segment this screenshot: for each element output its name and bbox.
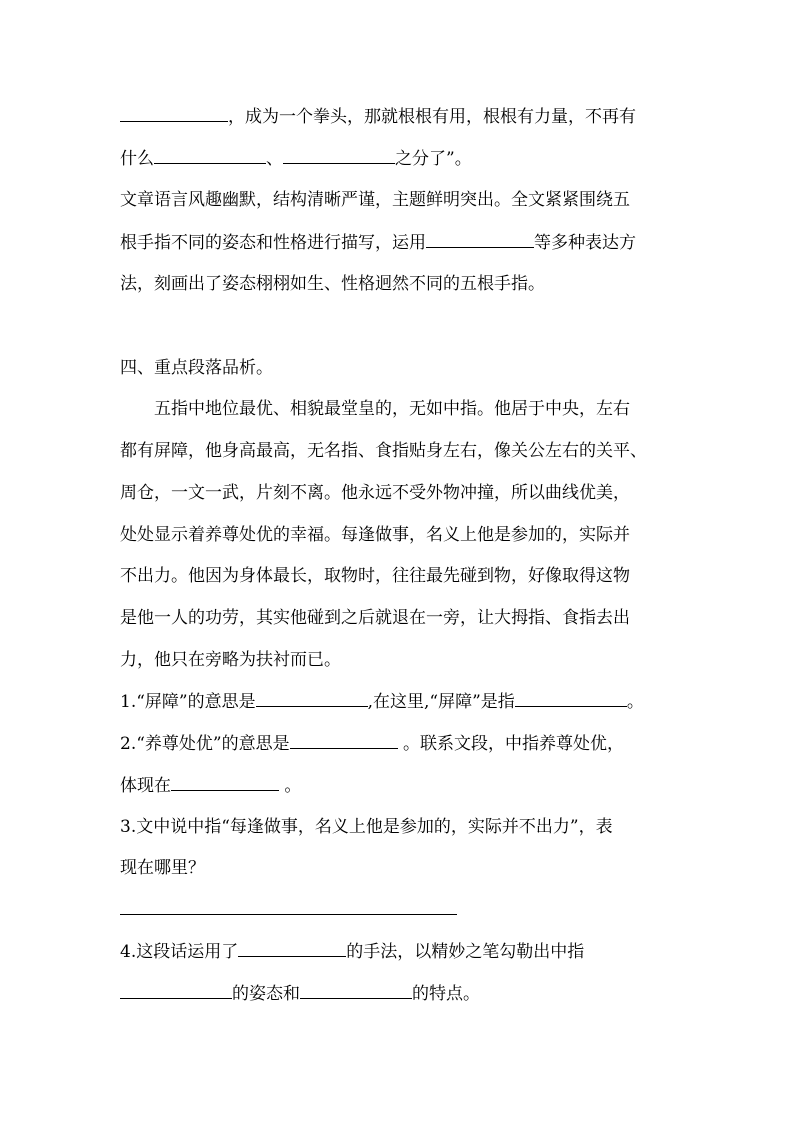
- answer-blank[interactable]: [300, 981, 412, 999]
- question-text: 。: [626, 692, 644, 712]
- passage-line: 五指中地位最优、相貌最堂皇的，无如中指。他居于中央，左右: [154, 399, 630, 419]
- intro-text: 根手指不同的姿态和性格进行描写，运用: [120, 233, 426, 253]
- passage-line: 力，他只在旁略为扶衬而已。: [120, 650, 341, 670]
- intro-text: 、: [266, 149, 283, 169]
- question-4: [120, 939, 584, 964]
- question-4-line-2: [120, 981, 480, 1006]
- intro-text: 等多种表达方: [534, 233, 636, 253]
- answer-blank[interactable]: [290, 731, 398, 749]
- intro-line-2: [120, 146, 472, 171]
- answer-blank[interactable]: [171, 773, 279, 791]
- answer-blank[interactable]: [154, 146, 266, 164]
- answer-blank[interactable]: [238, 939, 346, 957]
- question-text: 体现在: [120, 776, 171, 796]
- answer-blank[interactable]: [256, 689, 368, 707]
- answer-blank[interactable]: [120, 104, 228, 122]
- answer-line[interactable]: [120, 914, 457, 915]
- answer-blank[interactable]: [515, 689, 627, 707]
- passage-line: 周仓，一文一武，片刻不离。他永远不受外物冲撞，所以曲线优美，: [120, 483, 630, 503]
- question-text: 的手法，以精妙之笔勾勒出中指: [346, 942, 585, 962]
- intro-text: 什么: [120, 149, 154, 169]
- passage-line: 是他一人的功劳，其实他碰到之后就退在一旁，让大拇指、食指去出: [120, 608, 630, 628]
- intro-text: 文章语言风趣幽默，结构清晰严谨，主题鲜明突出。全文紧紧围绕五: [120, 190, 630, 210]
- answer-blank[interactable]: [426, 230, 534, 248]
- passage-line: 处处显示着养尊处优的幸福。每逢做事，名义上他是参加的，实际并: [120, 525, 630, 545]
- answer-blank[interactable]: [283, 146, 395, 164]
- question-3-line-2: 现在哪里？: [120, 858, 205, 878]
- intro-text: 之分了”。: [395, 149, 472, 169]
- answer-blank[interactable]: [120, 981, 232, 999]
- passage-line: 都有屏障，他身高最高，无名指、食指贴身左右，像关公左右的关平、: [120, 441, 647, 461]
- question-1: [120, 689, 644, 714]
- question-text: 。联系文段，中指养尊处优，: [403, 734, 625, 754]
- question-text: 的特点。: [412, 984, 480, 1004]
- question-text: ,在这里,“屏障”是指: [367, 692, 515, 712]
- question-text: 1.“屏障”的意思是: [120, 692, 256, 712]
- question-text: 2.“养尊处优”的意思是: [120, 734, 290, 754]
- intro-line-3: [120, 188, 630, 212]
- question-text: 的姿态和: [232, 984, 300, 1004]
- intro-text: ，成为一个拳头，那就根根有用，根根有力量，不再有: [228, 107, 636, 127]
- intro-line-1: [120, 104, 636, 129]
- question-3: 3.文中说中指“每逢做事，名义上他是参加的，实际并不出力”，表: [120, 817, 613, 837]
- passage-line: 不出力。他因为身体最长，取物时，往往最先碰到物，好像取得这物: [120, 566, 630, 586]
- question-2: [120, 731, 624, 756]
- intro-line-5: [120, 272, 545, 296]
- question-text: 4.这段话运用了: [120, 942, 239, 962]
- intro-line-4: [120, 230, 636, 255]
- section-title: 四、重点段落品析。: [120, 358, 273, 378]
- intro-text: 法，刻画出了姿态栩栩如生、性格迥然不同的五根手指。: [120, 274, 545, 294]
- question-text: 。: [284, 776, 302, 796]
- question-2-line-2: [120, 773, 301, 798]
